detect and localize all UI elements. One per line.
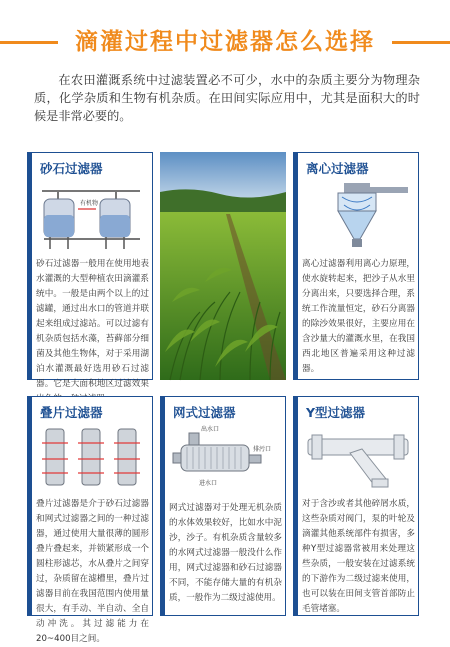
sand-filter-diagram: [36, 177, 148, 255]
card-body: 离心过滤器利用离心力原理，使水旋转起来，把沙子从水里分离出来，只要选择合理，系统工作流量恒定，砂石分离器的除沙效果很好，主要应用在含沙量大的灌溉水里，在我国西北地区普遍采用这种过滤器。: [302, 259, 415, 374]
card-title: 网式过滤器: [173, 405, 236, 420]
card-accent-bar: [27, 396, 32, 616]
card-sand-filter: [27, 152, 153, 389]
page-title: 滴灌过程中过滤器怎么选择: [75, 29, 375, 55]
card-title: 离心过滤器: [306, 161, 369, 176]
card-title: Y型过滤器: [306, 405, 366, 420]
outlet-label: 出水口: [201, 426, 220, 433]
card-disc-filter: [27, 396, 153, 644]
card-title: 砂石过滤器: [40, 161, 103, 176]
inlet-label: 进水口: [199, 480, 218, 487]
card-accent-bar: [160, 396, 165, 616]
drain-label: 排污口: [253, 446, 272, 453]
title-line-right: [392, 41, 450, 44]
card-y-filter: [293, 396, 419, 616]
card-body: 砂石过滤器一般用在使用地表水灌溉的大型种植农田滴灌系统中。一般是由两个以上的过滤罐，通过出水口的管道并联起来组成过滤站。可以过滤有机杂质包括水藻，苔藓部分细菌及其他生物体，对于采用湖泊水灌溉最好选用砂石过滤器。它是大面积地区过滤效果: [36, 259, 149, 389]
y-filter-diagram: [304, 423, 412, 493]
card-accent-bar: [27, 152, 32, 380]
card-centrifugal-filter: [293, 152, 419, 380]
card-accent-bar: [293, 152, 298, 380]
screen-filter-diagram: [169, 421, 281, 497]
card-body: 对于含沙或者其他碎屑水质，这些杂质对阀门，泵的叶轮及滴灌其他系统部件有损害，多种Y型过滤器常被用来处理这些杂质，一般安装在过滤系统的下游作为二级过滤来使用，也可以装在田间支管首部防止毛管堵塞。: [302, 499, 415, 614]
disc-filter-diagram: [38, 423, 146, 493]
centrifugal-filter-diagram: [304, 179, 412, 251]
corn-field-photo: [160, 152, 286, 380]
organic-label: 有机物: [80, 200, 99, 207]
page-title-bar: [0, 28, 450, 56]
card-body: 网式过滤器对于处理无机杂质的水体效果较好，比如水中泥沙，沙子。有机杂质含量较多的水网式过滤器一般没什么作用，网式过滤器和砂石过滤器不同，不能存储大量的有机杂质，一般作为二级过滤使用。: [169, 503, 282, 603]
card-title: 叠片过滤器: [40, 405, 103, 420]
card-screen-filter: [160, 396, 286, 616]
card-body: 叠片过滤器是介于砂石过滤器和网式过滤器之间的一种过滤器，通过使用大量很薄的圆形叠片叠起来，并锁紧形成一个圆柱形滤芯，水从叠片之间穿过，杂质留在滤槽里，叠片过滤器目前在我国范围内使用量很大，有手动、半自动、全自动冲洗。其过滤能力在20~400目之间。: [36, 499, 149, 644]
card-accent-bar: [293, 396, 298, 616]
intro-paragraph: 在农田灌溉系统中过滤装置必不可少，水中的杂质主要分为物理杂质，化学杂质和生物有机杂质。在田间实际应用中，尤其是面积大的时候是非常必要的。: [34, 73, 420, 123]
